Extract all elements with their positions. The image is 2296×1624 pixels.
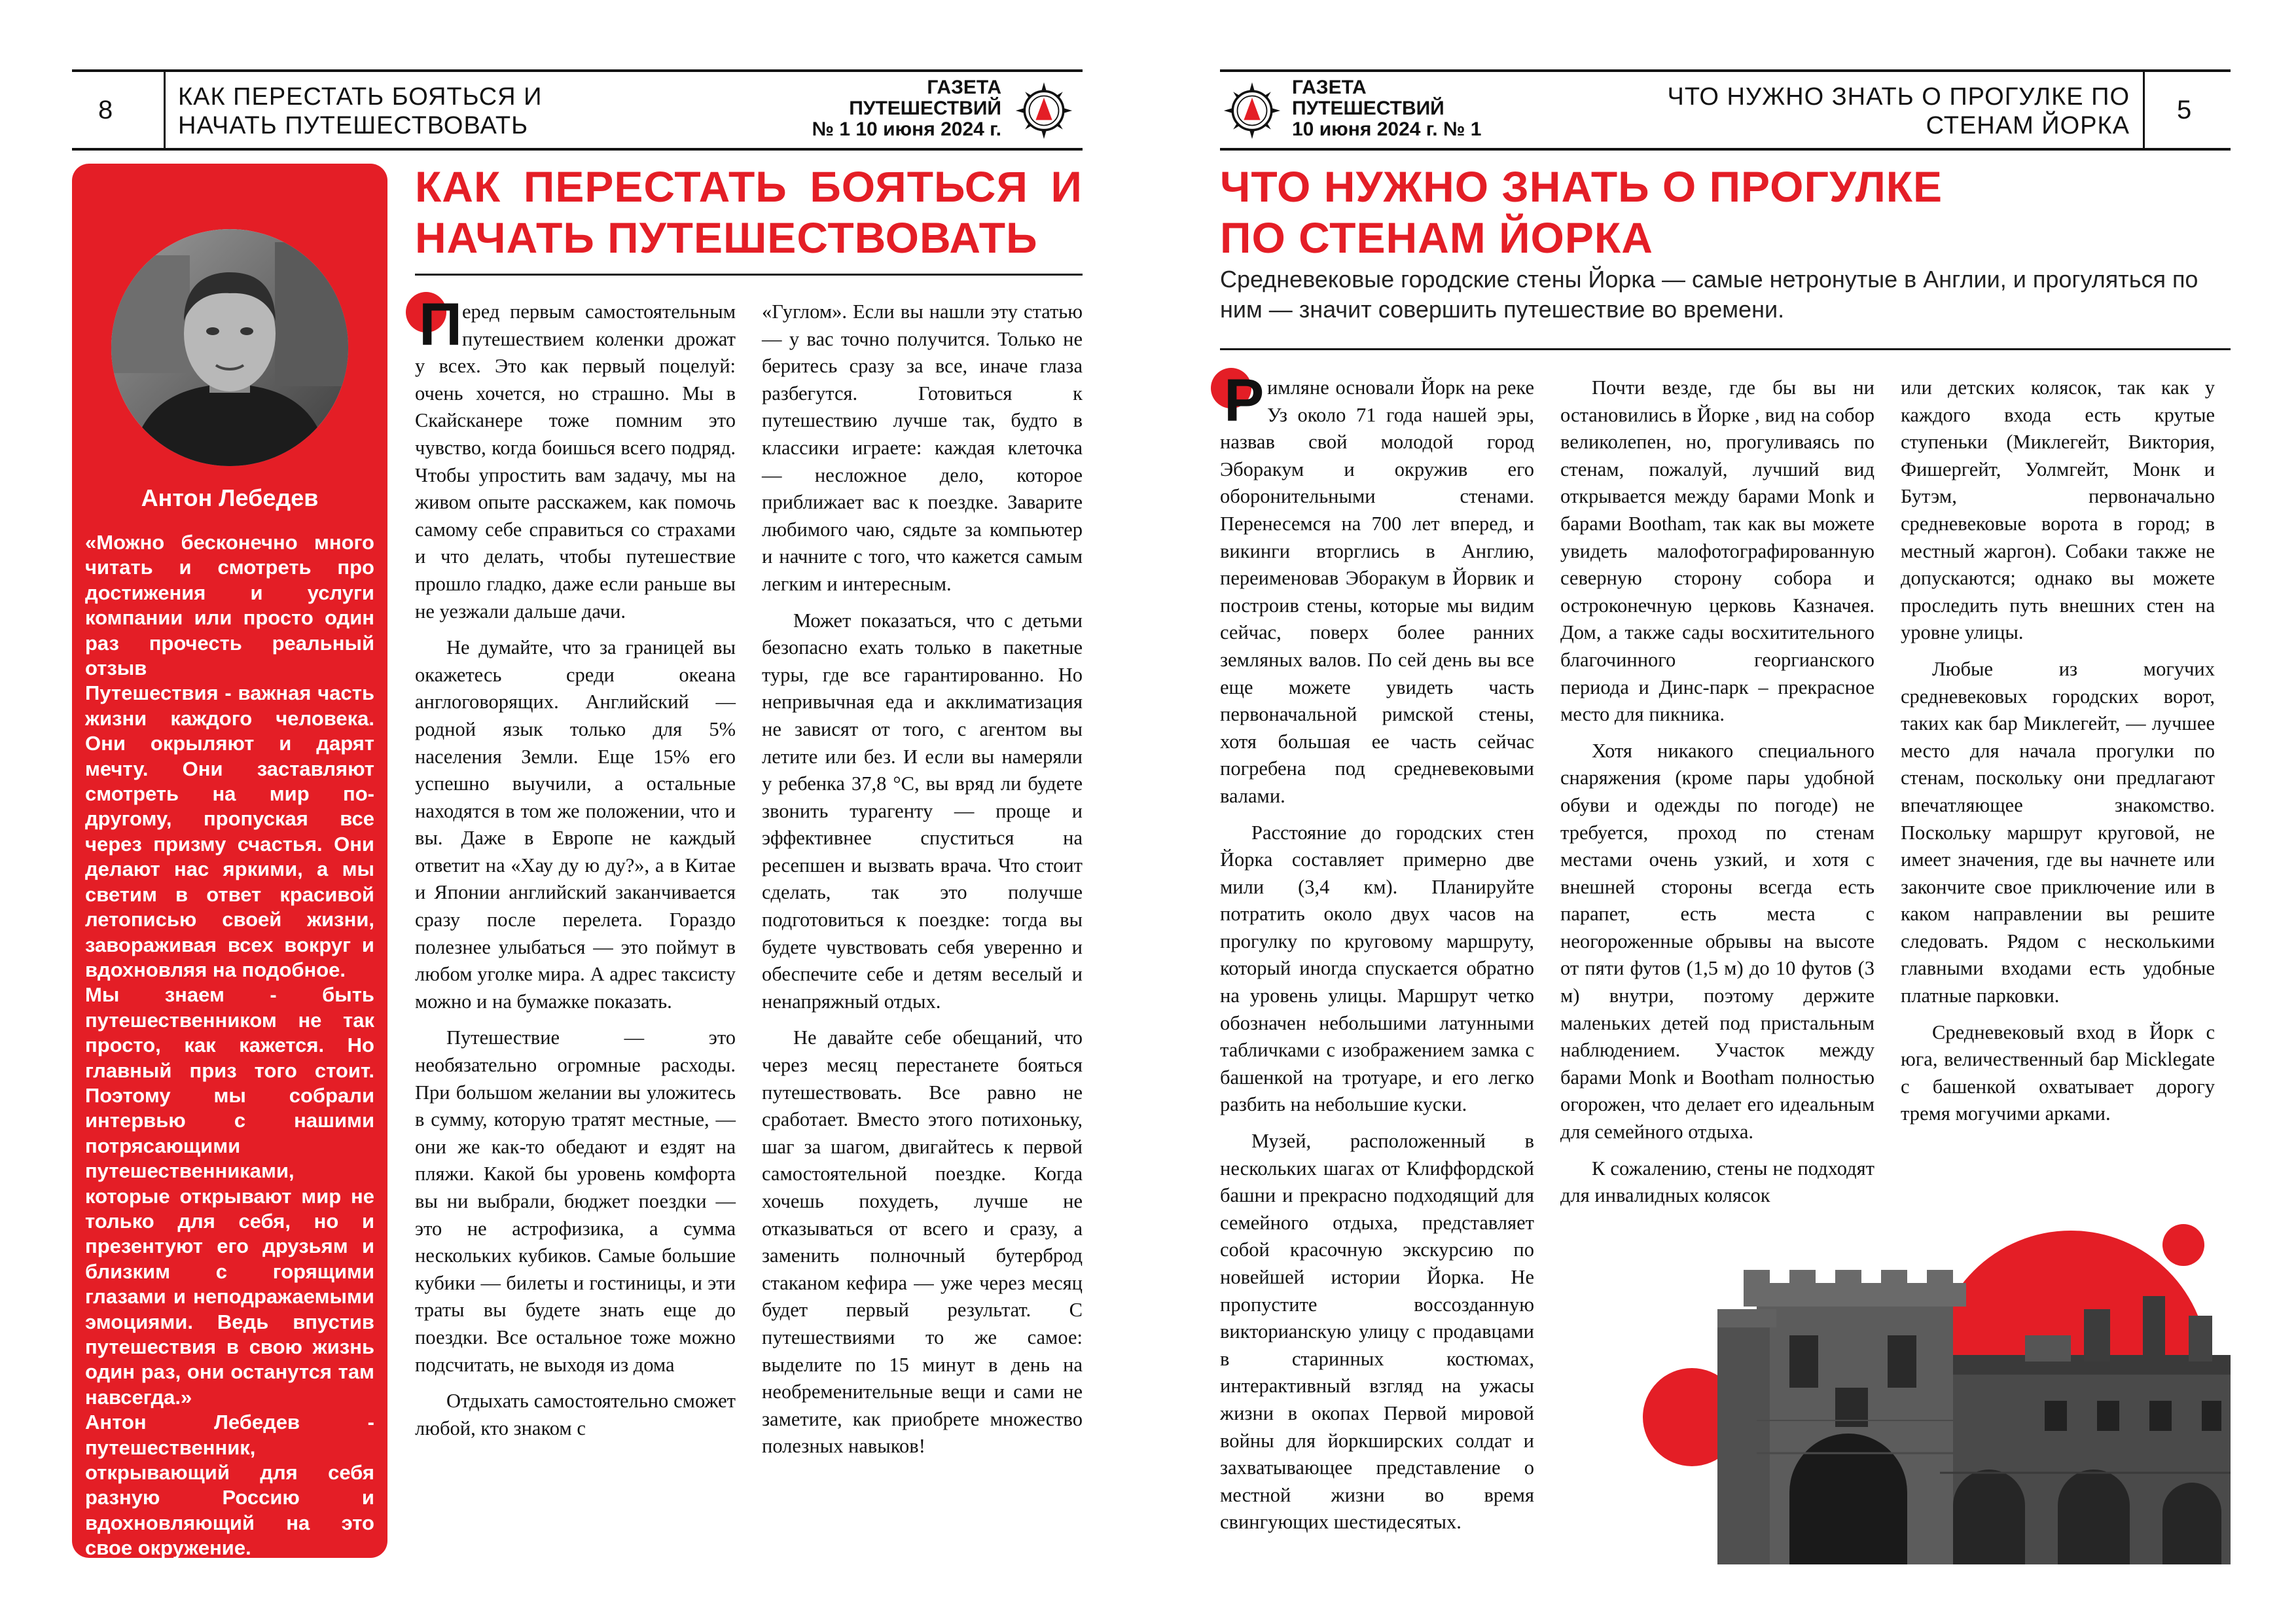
header-bottom-rule [72,148,1083,151]
header-title: ЧТО НУЖНО ЗНАТЬ О ПРОГУЛКЕ ПО СТЕНАМ ЙОРКА [1667,83,2130,139]
dropcap: Р [1220,374,1263,428]
article-column-1: П еред первым самостоятельным путешествием коленки дрожат у всех. Это как первый поцелуй: очень хочется, но страшно. Мы в Скайсканере тоже помним это чувство, когда боишься всего подряд. Чтобы упростить вам задачу, мы на живом опыте расскажем, как помочь самому себе справиться со страхами и что делать, чтобы путешествие прошло гладко, даже если раньше вы не уезжали дальше дачи. Не думайте, что за границей вы окажетесь среди океана англоговорящих. Английский — родной язык только для 5% населения Земли. Еще 15% его успешно выучили, а остальные находятся в том же положении, что и вы. Даже в Европе не каждый ответит на «Хау ду ю ду?», а в Китае и Японии английский заканчивается сразу после перелета. Гораздо полезнее улыбаться — это поймут в любом уголке мира. А адрес таксисту можно и на бумажке показать. Путешествие — это необязательно огромные расходы. При большом желании вы уложитесь в сумму, которую тратят местные, — они же как-то обедают и ездят на пляжи. Какой бы уровень комфорта вы ни выбрали, бюджет поездки — это не астрофизика, а сумма нескольких кубиков. Самые большие кубики — билеты и гостиницы, и эти траты вы будете знать еще до поездки. Все остальное тоже можно подсчитать, не выходя из дома Отдыхать самостоятельно сможет любой, кто знаком с [415,298,736,1451]
page-number: 8 [98,96,113,124]
city-gate-photo [1717,1257,2231,1564]
header-title: КАК ПЕРЕСТАТЬ БОЯТЬСЯ И НАЧАТЬ ПУТЕШЕСТВОВАТЬ [178,83,543,139]
article-column-1: Р имляне основали Йорк на реке Уз около 71 года нашей эры, назвав свой молодой город Эборакум и окружив его оборонительными стенами. Перенесемся на 700 лет вперед, и викинги вторглись в Англию, переименовав Эборакум в Йорвик и построив стены, которые мы видим сейчас, поверх более ранних земляных валов. По сей день вы все еще можете увидеть часть первоначальной римской стены, хотя большая ее часть сейчас погребена под средневековыми валами. Расстояние до городских стен Йорка составляет примерно две мили (3,4 км). Планируйте потратить около двух часов на прогулку по круговому маршруту, который иногда спускается обратно на уровень улицы. Маршрут четко обозначен небольшими латунными табличками с изображением замка с башенкой на тротуаре, и его легко разбить на небольшие куски. Музей, расположенный в нескольких шагах от Клиффордской башни и прекрасно подходящий для семейного отдыха, представляет собой красочную экскурсию по новейшей истории Йорка. Не пропустите воссозданную викторианскую улицу с продавцами в старинных костюмах, интерактивный взгляд на ужасы жизни в окопах Первой мировой войны для йоркширских солдат и захватывающее представление о местной жизни во время свингующих шестидесятых. [1220,374,1534,1545]
article-column-3: или детских колясок, так как у каждого входа есть крутые ступеньки (Миклегейт, Виктория, Фишергейт, Уолмгейт, Монк и Бутэм, первоначально средневековые ворота в город; в местный жаргон). Собаки также не допускаются; однако вы можете проследить путь внешних стен на уровне улицы. Любые из могучих средневековых городских ворот, таких как бар Миклегейт, — лучшее место для начала прогулки по стенам, поскольку они предлагают впечатляющее знакомство. Поскольку маршрут круговой, не имеет значения, где вы начнете или закончите свое приключение или в каком направлении вы решите следовать. Рядом с несколькими главными входами есть удобные платные парковки. Средневековый вход в Йорк с юга, величественный бар Micklegate с башенкой охватывает дорогу тремя могучими арками. [1901,376,2215,1125]
masthead: ГАЗЕТА ПУТЕШЕСТВИЙ 10 июня 2024 г. № 1 [1292,77,1482,140]
header-top-rule [1220,69,2231,72]
right-page [1148,0,2296,1624]
article-headline: ЧТО НУЖНО ЗНАТЬ О ПРОГУЛКЕ ПО СТЕНАМ ЙОРКА [1220,162,1943,262]
author-name: Антон Лебедев [141,484,319,511]
article-headline: КАК ПЕРЕСТАТЬ БОЯТЬСЯ И НАЧАТЬ ПУТЕШЕСТВОВАТЬ [415,162,1083,262]
article-column-2: «Гуглом». Если вы нашли эту статью — у вас точно получится. Только не беритесь сразу за все, иначе глаза разбегутся. Готовиться к путешествию лучше так, будто в классики играете: каждая клеточка — несложное дело, которое приближает вас к поездке. Заварите любимого чаю, сядьте за компьютер и начните с того, что кажется самым легким и интересным. Может показаться, что с детьми безопасно ехать только в пакетные туры, где все гарантированно. Но непривычная еда и акклиматизация не зависят от того, с агентом вы летите или без. И если вы намеряли у ребенка 37,8 °С, вы вряд ли будете звонить турагенту — проще и эффективнее спуститься на ресепшен и вызвать врача. Что стоит сделать, так это получше подготовиться к поездке: тогда вы будете чувствовать себя увереннo и обеспечите себе и детям веселый и ненапряжный отдых. Не давайте себе обещаний, что через месяц перестанете бояться путешествовать. Все равно не сработает. Вместо этого потихоньку, шаг за шагом, двигайтесь к первой самостоятельной поездке. Когда хочешь похудеть, лучше не отказываться от всего и сразу, а заменить полночный бутерброд стаканом кефира — уже через месяц будет первый результат. С путешествиями то же самое: выделите по 15 минут в день на необременительные вещи и сами не заметите, как приобрете множество полезных навыков! [762,300,1083,1458]
compass-icon [1014,81,1073,140]
header-bottom-rule [1220,148,2231,151]
page-number: 5 [2177,96,2192,124]
header-top-rule [72,69,1083,72]
headline-rule [415,274,1083,276]
sidebar-quote: «Можно бесконечно много читать и смотреть про достижения и услуги компании или просто один раз прочесть реальный отзыв Путешествия - важная часть жизни каждого человека. Они окрыляют и дарят мечту. Они заставляют смотреть на мир по-другому, пропуская все через призму счастья. Они делают нас яркими, а мы светим в ответ красивой летописью своей жизни, завораживая всех вокруг и вдохновляя на подобное. Мы знаем - быть путешественником не так просто, как кажется. Но главный приз того стоит. Поэтому мы собрали интервью с нашими потрясающими путешественниками, которые открывают мир не только для себя, но и презентуют его друзьям и близким с горящими глазами и неподражаемыми эмоциями. Ведь впустив путешествия в свою жизнь один раз, они останутся там навсегда.» Антон Лебедев - путешественник, открывающий для себя разную Россию и вдохновляющий на это свое окружение. [85,531,374,1560]
author-sidebar [72,164,387,1558]
avatar-illustration [111,229,348,466]
dropcap: П [415,298,458,352]
header-divider [164,69,166,151]
author-photo [111,229,348,466]
subtitle-rule [1220,348,2231,350]
article-subtitle: Средневековые городские стены Йорка — самые нетронутые в Англии, и прогуляться по ним — значит совершить путешествие во времени. [1220,266,2198,323]
masthead: ГАЗЕТА ПУТЕШЕСТВИЙ № 1 10 июня 2024 г. [812,77,1001,140]
compass-icon [1223,81,1282,140]
header-divider [2143,69,2145,151]
article-column-2: Почти везде, где бы вы ни остановились в Йорке , вид на собор великолепен, но, прогуливаясь по стенам, пожалуй, лучший вид открывается между барами Monk и барами Bootham, так как вы можете увидеть малофотографированную северную сторону собора и остроконечную церковь Казначея. Дом, а также сады восхитительного благочинного георгианского периода и Динс-парк – прекрасное место для пикника. Хотя никакого специального снаряжения (кроме пары удобной обуви и одежды по погоде) не требуется, проход по стенам местами очень узкий, и хотя с внешней стороны всегда есть парапет, есть места с неогороженные обрывы на высоте от пяти футов (1,5 м) до 10 футов (3 м) внутри, поэтому держите маленьких детей под пристальным наблюдением. Участок между барами Monk и Bootham полностью огорожен, что делает его идеальным для семейного отдыха. К сожалению, стены не подходят для инвалидных колясок [1560,376,1874,1207]
